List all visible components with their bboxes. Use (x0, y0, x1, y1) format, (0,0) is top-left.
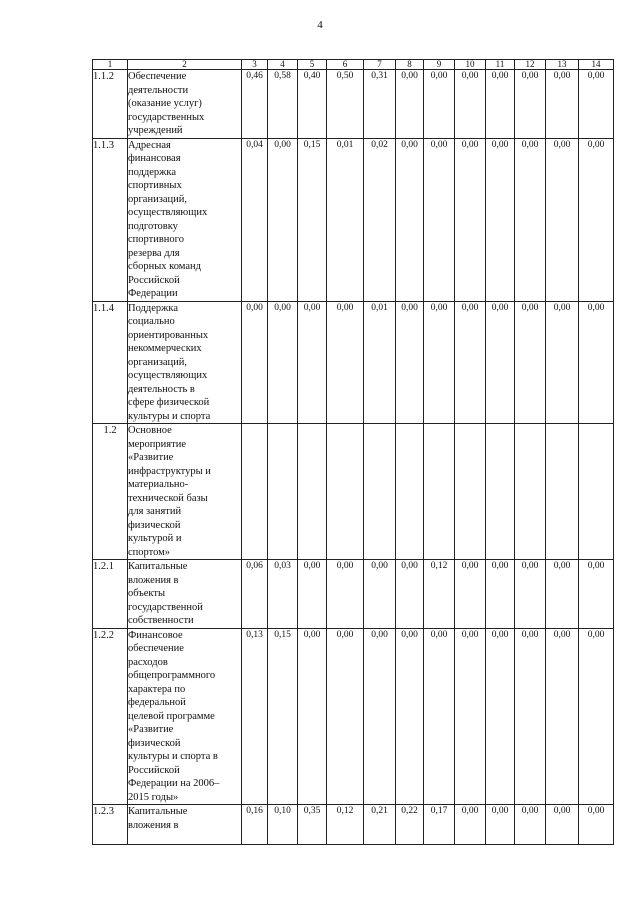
row-name-line: поддержка (128, 166, 177, 178)
row-name-line: Основное (128, 425, 172, 436)
value-cell: 0,15 (268, 628, 298, 805)
column-number-row (93, 60, 614, 70)
value-cell (364, 424, 396, 560)
value-cell: 0,00 (268, 301, 298, 424)
value-cell (327, 424, 364, 560)
row-name-line: организаций, (128, 193, 187, 205)
row-name-line: спортивного (128, 234, 184, 245)
row-name-line: федеральной (128, 697, 186, 708)
row-name-line: Капитальные (128, 806, 188, 817)
table-row (93, 301, 614, 424)
table-row (93, 628, 614, 805)
value-cell (424, 424, 455, 560)
column-number: 11 (486, 60, 515, 70)
row-name-line: Российской (128, 764, 180, 776)
value-cell: 0,00 (268, 138, 298, 301)
value-cell: 0,00 (396, 138, 424, 301)
row-name-line: объекты (128, 588, 166, 599)
row-name (128, 805, 242, 845)
row-name-line: культуры и спорта (128, 410, 211, 422)
row-name-line: культуры и спорта в (128, 751, 218, 762)
row-name-line: собственности (128, 615, 194, 626)
row-name-line: спортивных (128, 180, 182, 191)
table-row (93, 805, 614, 845)
value-cell (298, 424, 327, 560)
row-name-line: вложения в (128, 819, 179, 831)
row-name-line: государственных (128, 111, 205, 123)
row-name-line: спортом» (128, 546, 171, 558)
value-cell: 0,12 (424, 560, 455, 629)
value-cell: 0,03 (268, 560, 298, 629)
value-cell: 0,00 (424, 628, 455, 805)
row-name-line: физической (128, 737, 181, 749)
row-name-line: технической базы (128, 492, 208, 504)
row-name-line: деятельность в (128, 383, 195, 395)
row-name-line: вложения в (128, 574, 179, 586)
column-number: 3 (242, 60, 268, 70)
row-name-line: государственной (128, 601, 203, 613)
page-number: 4 (317, 19, 323, 31)
value-cell: 0,00 (396, 301, 424, 424)
value-cell: 0,00 (579, 560, 614, 629)
value-cell: 0,01 (364, 301, 396, 424)
row-name-line: для занятий (128, 506, 182, 517)
value-cell: 0,00 (424, 301, 455, 424)
row-code: 1.1.2 (93, 70, 128, 139)
table-row (93, 138, 614, 301)
column-number: 9 (424, 60, 455, 70)
value-cell: 0,00 (424, 138, 455, 301)
value-cell: 0,13 (242, 628, 268, 805)
value-cell: 0,00 (327, 628, 364, 805)
column-number: 5 (298, 60, 327, 70)
value-cell: 0,00 (579, 138, 614, 301)
value-cell: 0,00 (396, 70, 424, 139)
row-name-line: Федерации на 2006– (128, 778, 220, 789)
row-name (128, 138, 242, 301)
value-cell: 0,00 (546, 805, 579, 845)
row-code: 1.1.3 (93, 138, 128, 301)
column-number: 8 (396, 60, 424, 70)
row-name-line: социально (128, 316, 175, 327)
table-body (93, 70, 614, 845)
row-name-line: физической (128, 519, 181, 531)
row-name-line: резерва для (128, 247, 180, 259)
value-cell: 0,46 (242, 70, 268, 139)
value-cell: 0,50 (327, 70, 364, 139)
table-row (93, 70, 614, 139)
value-cell: 0,00 (486, 805, 515, 845)
value-cell: 0,00 (546, 628, 579, 805)
value-cell: 0,16 (242, 805, 268, 845)
table-row (93, 424, 614, 560)
value-cell: 0,06 (242, 560, 268, 629)
value-cell: 0,00 (515, 560, 546, 629)
value-cell: 0,00 (546, 560, 579, 629)
value-cell: 0,00 (242, 301, 268, 424)
row-name-line: «Развитие (128, 452, 174, 463)
row-name-line: характера по (128, 683, 186, 695)
value-cell: 0,21 (364, 805, 396, 845)
row-name-line: материально- (128, 479, 189, 490)
row-name-line: деятельности (128, 84, 189, 96)
value-cell: 0,00 (486, 301, 515, 424)
row-code: 1.2.3 (93, 805, 128, 845)
row-name-line: Поддержка (128, 302, 178, 314)
row-name-line: Российской (128, 274, 180, 286)
column-number: 2 (128, 60, 242, 70)
value-cell: 0,00 (515, 138, 546, 301)
row-name (128, 628, 242, 805)
value-cell: 0,58 (268, 70, 298, 139)
column-number: 13 (546, 60, 579, 70)
row-name-line: организаций, (128, 356, 187, 368)
value-cell: 0,00 (327, 301, 364, 424)
value-cell: 0,00 (455, 138, 486, 301)
column-number: 7 (364, 60, 396, 70)
value-cell: 0,00 (579, 628, 614, 805)
value-cell: 0,00 (396, 560, 424, 629)
column-number: 4 (268, 60, 298, 70)
row-name-line: «Развитие (128, 724, 174, 735)
value-cell: 0,00 (424, 70, 455, 139)
value-cell (268, 424, 298, 560)
value-cell: 0,00 (486, 560, 515, 629)
value-cell: 0,12 (327, 805, 364, 845)
row-name-line: 2015 годы» (128, 791, 179, 803)
row-name-line: учреждений (128, 125, 183, 136)
value-cell: 0,00 (546, 138, 579, 301)
table-row (93, 560, 614, 629)
row-name-line: целевой программе (128, 710, 215, 722)
row-name-line: обеспечение (128, 643, 184, 654)
row-name (128, 424, 242, 560)
value-cell (579, 424, 614, 560)
value-cell: 0,00 (579, 301, 614, 424)
value-cell: 0,00 (455, 301, 486, 424)
value-cell: 0,00 (486, 628, 515, 805)
value-cell (242, 424, 268, 560)
value-cell: 0,00 (515, 805, 546, 845)
value-cell: 0,00 (515, 301, 546, 424)
value-cell: 0,00 (327, 560, 364, 629)
row-code: 1.1.4 (93, 301, 128, 424)
row-name (128, 301, 242, 424)
value-cell: 0,22 (396, 805, 424, 845)
row-name-line: осуществляющих (128, 207, 208, 218)
column-number: 10 (455, 60, 486, 70)
row-name-line: подготовку (128, 220, 178, 232)
value-cell: 0,00 (364, 560, 396, 629)
row-name-line: Капитальные (128, 561, 188, 572)
value-cell (486, 424, 515, 560)
row-name-line: осуществляющих (128, 370, 208, 381)
value-cell: 0,02 (364, 138, 396, 301)
row-name-line: расходов (128, 656, 168, 668)
value-cell: 0,04 (242, 138, 268, 301)
value-cell (546, 424, 579, 560)
row-name-line: Федерации (128, 288, 178, 299)
row-name-line: общепрограммного (128, 670, 216, 681)
value-cell: 0,40 (298, 70, 327, 139)
row-name-line: сфере физической (128, 397, 210, 408)
column-number: 1 (93, 60, 128, 70)
row-code: 1.2 (93, 424, 128, 560)
value-cell: 0,00 (455, 805, 486, 845)
value-cell (455, 424, 486, 560)
value-cell: 0,00 (579, 70, 614, 139)
value-cell: 0,00 (364, 628, 396, 805)
row-name-line: сборных команд (128, 261, 201, 272)
row-name (128, 70, 242, 139)
row-code: 1.2.2 (93, 628, 128, 805)
value-cell: 0,00 (546, 301, 579, 424)
value-cell: 0,17 (424, 805, 455, 845)
row-name-line: ориентированных (128, 329, 209, 341)
value-cell: 0,00 (579, 805, 614, 845)
row-name-line: (оказание услуг) (128, 98, 202, 109)
row-name-line: инфраструктуры и (128, 465, 211, 477)
value-cell (396, 424, 424, 560)
row-name-line: мероприятие (128, 438, 186, 450)
value-cell: 0,00 (298, 628, 327, 805)
value-cell: 0,31 (364, 70, 396, 139)
row-name-line: Обеспечение (128, 71, 187, 82)
row-name-line: культурой и (128, 533, 182, 544)
value-cell: 0,00 (515, 70, 546, 139)
value-cell: 0,00 (396, 628, 424, 805)
value-cell: 0,00 (486, 138, 515, 301)
value-cell: 0,15 (298, 138, 327, 301)
row-name-line: некоммерческих (128, 343, 202, 354)
value-cell (515, 424, 546, 560)
column-number: 6 (327, 60, 364, 70)
column-number: 12 (515, 60, 546, 70)
value-cell: 0,00 (298, 301, 327, 424)
row-name-line: Адресная (128, 139, 171, 151)
column-number: 14 (579, 60, 614, 70)
value-cell: 0,01 (327, 138, 364, 301)
value-cell: 0,00 (298, 560, 327, 629)
row-name-line: финансовая (128, 153, 181, 164)
value-cell: 0,00 (486, 70, 515, 139)
value-cell: 0,10 (268, 805, 298, 845)
row-name-line: Финансовое (128, 629, 183, 641)
indicator-table (92, 59, 614, 845)
value-cell: 0,00 (455, 628, 486, 805)
value-cell: 0,00 (515, 628, 546, 805)
row-code: 1.2.1 (93, 560, 128, 629)
value-cell: 0,00 (455, 70, 486, 139)
value-cell: 0,00 (455, 560, 486, 629)
value-cell: 0,35 (298, 805, 327, 845)
row-name (128, 560, 242, 629)
value-cell: 0,00 (546, 70, 579, 139)
